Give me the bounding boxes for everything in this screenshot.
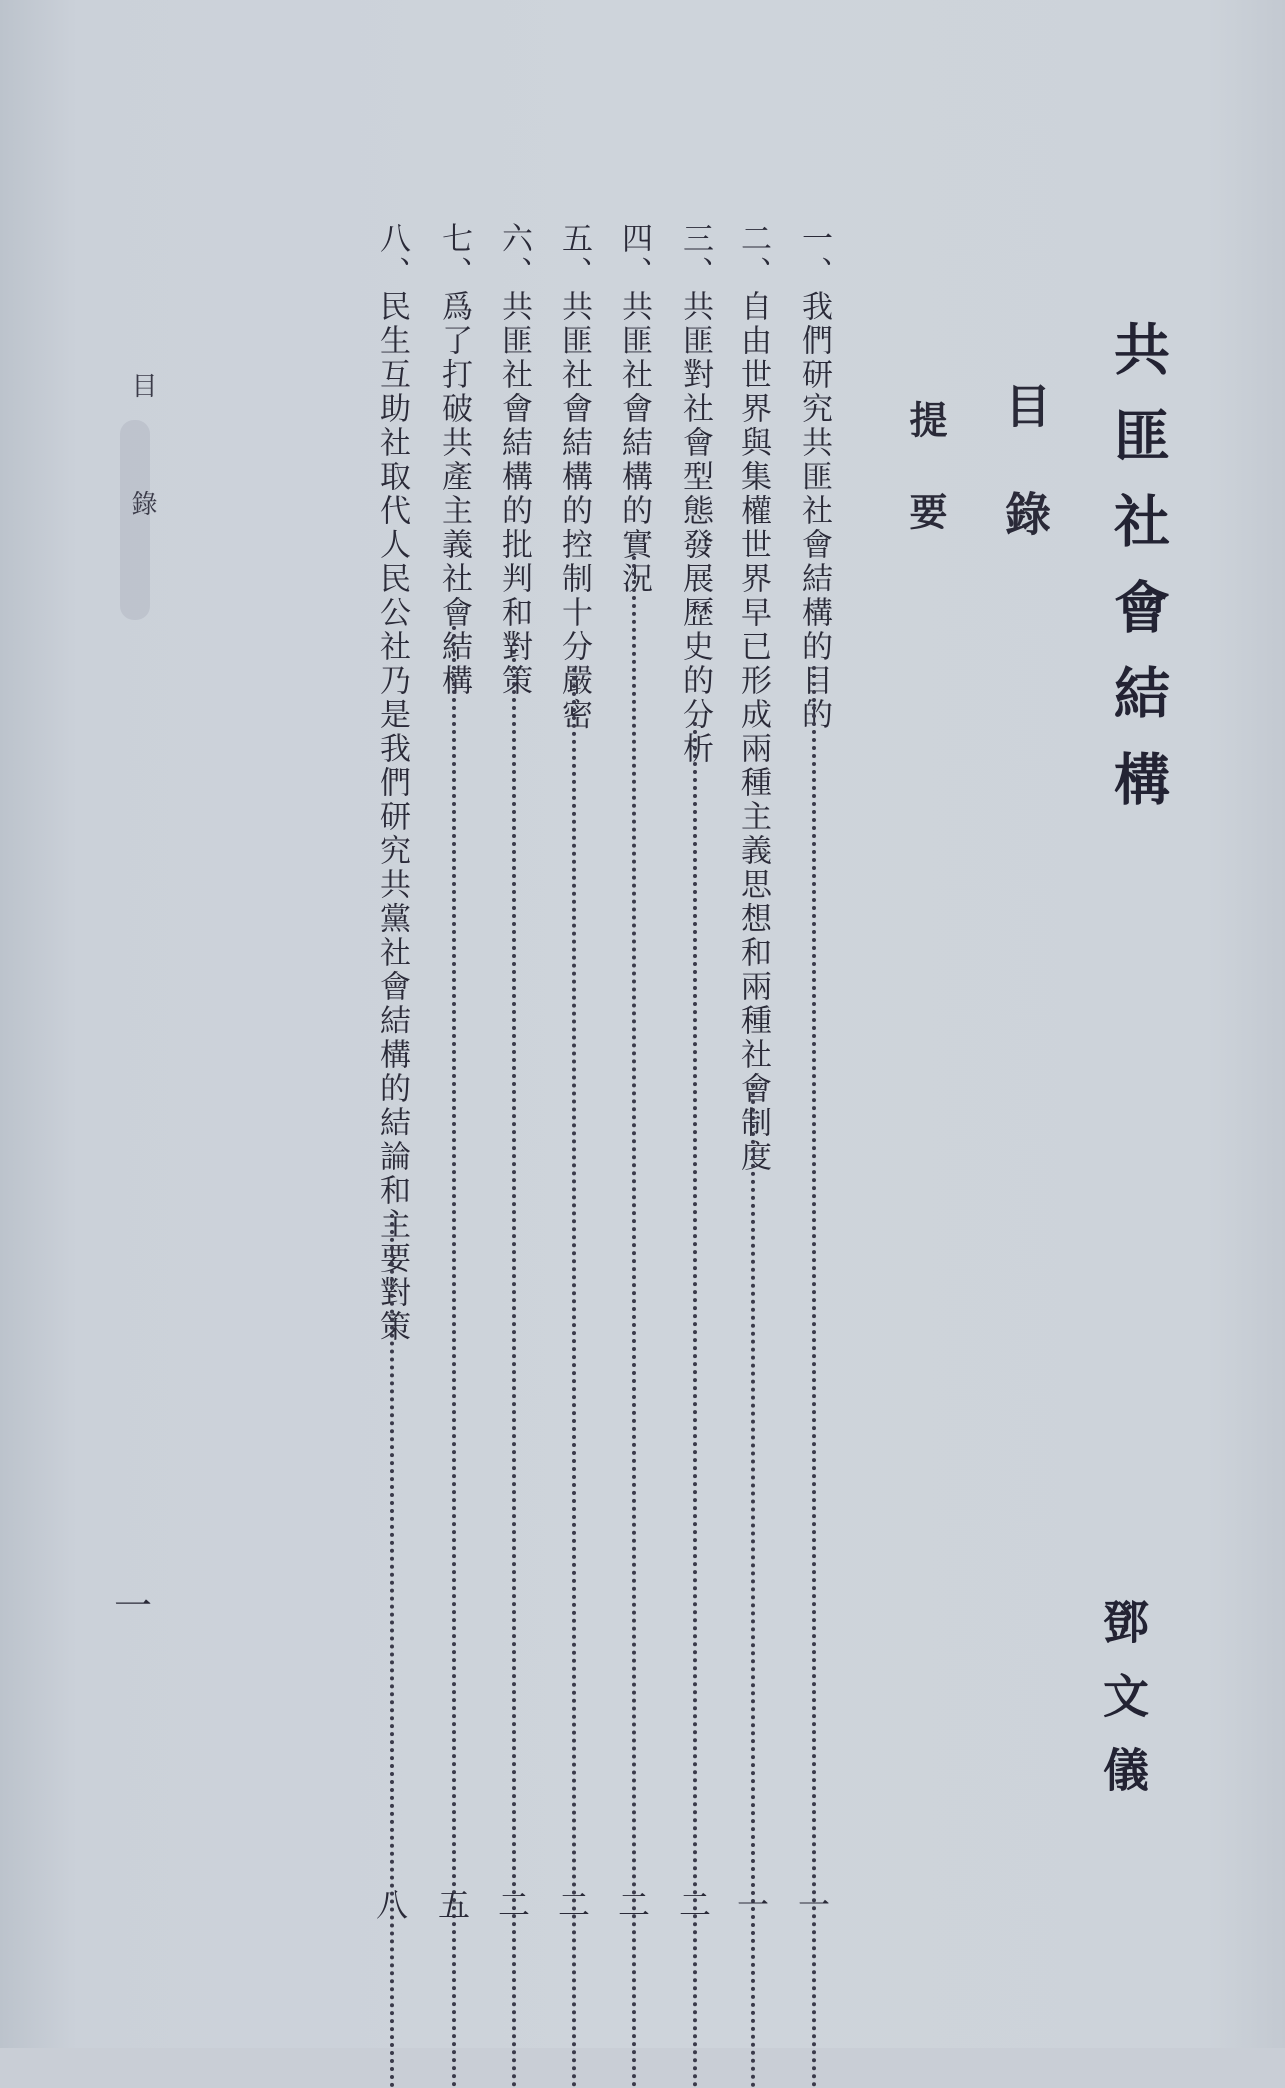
toc-entry-text: 一、我們研究共匪社會結構的目的 (796, 222, 832, 732)
leader-dots (812, 666, 816, 2088)
leader-dots (512, 642, 516, 2088)
toc-entry-text: 七、爲了打破共產主義社會結構 (436, 222, 472, 698)
toc-page-number: 二 (497, 1886, 530, 1924)
toc-entry-text: 三、共匪對社會型態發展歷史的分析 (677, 222, 713, 766)
toc-entry-text: 五、共匪社會結構的控制十分嚴密 (556, 222, 592, 732)
toc-page-number: 二 (557, 1886, 590, 1924)
margin-running-head: 目錄 (127, 372, 157, 608)
toc-entry-text: 六、共匪社會結構的批判和對策 (496, 222, 532, 698)
toc-entry-6[interactable] (494, 222, 534, 1922)
toc-page-number: 八 (375, 1886, 408, 1924)
toc-page-number: 一 (797, 1886, 830, 1924)
leader-dots (452, 626, 456, 2088)
author-name: 鄧文儀 (1096, 1598, 1150, 1820)
toc-entry-text: 四、共匪社會結構的實況 (616, 222, 652, 596)
folio-number: 一 (114, 1584, 153, 1628)
toc-entry-7[interactable] (434, 222, 474, 1922)
toc-entry-text: 二、自由世界與集權世界早已形成兩種主義思想和兩種社會制度 (735, 222, 771, 1174)
toc-entry-5[interactable] (554, 222, 594, 1922)
toc-page-number: 五 (437, 1886, 470, 1924)
toc-entry-text: 八、民生互助社取代人民公社乃是我們研究共黨社會結構的結論和主要對策 (374, 222, 410, 1344)
toc-entry-3[interactable] (675, 222, 715, 1922)
toc-page-number: 一 (736, 1886, 769, 1924)
leader-dots (572, 668, 576, 2088)
toc-entry-8[interactable] (372, 222, 412, 1922)
toc-entry-2[interactable] (733, 222, 773, 1922)
leader-dots (632, 556, 636, 2088)
toc-entry-1[interactable] (794, 222, 834, 1922)
leader-dots (751, 1084, 755, 2088)
toc-entry-4[interactable] (614, 222, 654, 1922)
summary-label: 提要 (903, 400, 948, 584)
book-title: 共匪社會結構 (1105, 320, 1171, 836)
toc-heading: 目錄 (998, 382, 1052, 598)
toc-page-number: 二 (678, 1886, 711, 1924)
leader-dots (390, 1214, 394, 2088)
toc-page-number: 二 (617, 1886, 650, 1924)
